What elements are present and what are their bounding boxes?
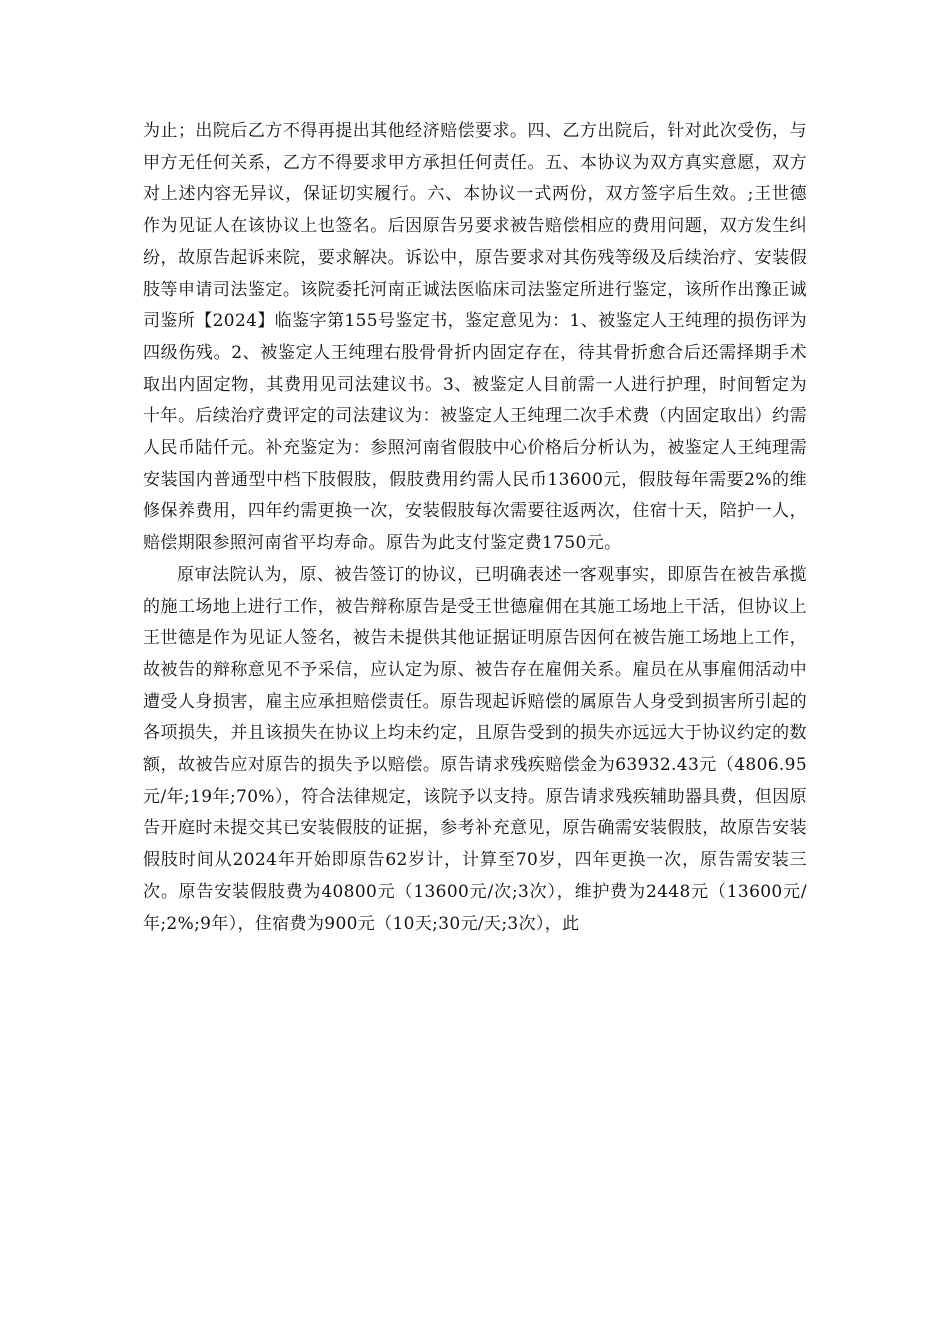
paragraph-appraisal-details: 为止；出院后乙方不得再提出其他经济赔偿要求。四、乙方出院后，针对此次受伤，与甲方无任何关系，乙方不得要求甲方承担任何责任。五、本协议为双方真实意愿，双方对上述内容无异议，保证切实履行。六、本协议一式两份，双方签字后生效。;王世德作为见证人在该协议上也签名。后因原告另要求被告赔偿相应的费用问题，双方发生纠纷，故原告起诉来院，要求解决。诉讼中，原告要求对其伤残等级及后续治疗、安装假肢等申请司法鉴定。该院委托河南正诚法医临床司法鉴定所进行鉴定，该所作出豫正诚司鉴所【2024】临鉴字第155号鉴定书，鉴定意见为：1、被鉴定人王纯理的损伤评为四级伤残。2、被鉴定人王纯理右股骨骨折内固定存在，待其骨折愈合后还需择期手术取出内固定物，其费用见司法建议书。3、被鉴定人目前需一人进行护理，时间暂定为十年。后续治疗费评定的司法建议为：被鉴定人王纯理二次手术费（内固定取出）约需人民币陆仟元。补充鉴定为：参照河南省假肢中心价格后分析认为，被鉴定人王纯理需安装国内普通型中档下肢假肢，假肢费用约需人民币13600元，假肢每年需要2%的维修保养费用，四年约需更换一次，安装假肢每次需要往返两次，住宿十天，陪护一人，赔偿期限参照河南省平均寿命。原告为此支付鉴定费1750元。 [143, 121, 807, 554]
paragraph-court-opinion: 原审法院认为，原、被告签订的协议，已明确表述一客观事实，即原告在被告承揽的施工场地上进行工作，被告辩称原告是受王世德雇佣在其施工场地上干活，但协议上王世德是作为见证人签名，被告未提供其他证据证明原告因何在被告施工场地上工作，故被告的辩称意见不予采信，应认定为原、被告存在雇佣关系。雇员在从事雇佣活动中遭受人身损害，雇主应承担赔偿责任。原告现起诉赔偿的属原告人身受到损害所引起的各项损失，并且该损失在协议上均未约定，且原告受到的损失亦远远大于协议约定的数额，故被告应对原告的损失予以赔偿。原告请求残疾赔偿金为63932.43元（4806.95元/年;19年;70%），符合法律规定，该院予以支持。原告请求残疾辅助器具费，但因原告开庭时未提交其已安装假肢的证据，参考补充意见，原告确需安装假肢，故原告安装假肢时间从2024年开始即原告62岁计，计算至70岁，四年更换一次，原告需安装三次。原告安装假肢费为40800元（13600元/次;3次），维护费为2448元（13600元/年;2%;9年），住宿费为900元（10天;30元/天;3次），此 [143, 564, 807, 934]
document-body [143, 116, 807, 940]
